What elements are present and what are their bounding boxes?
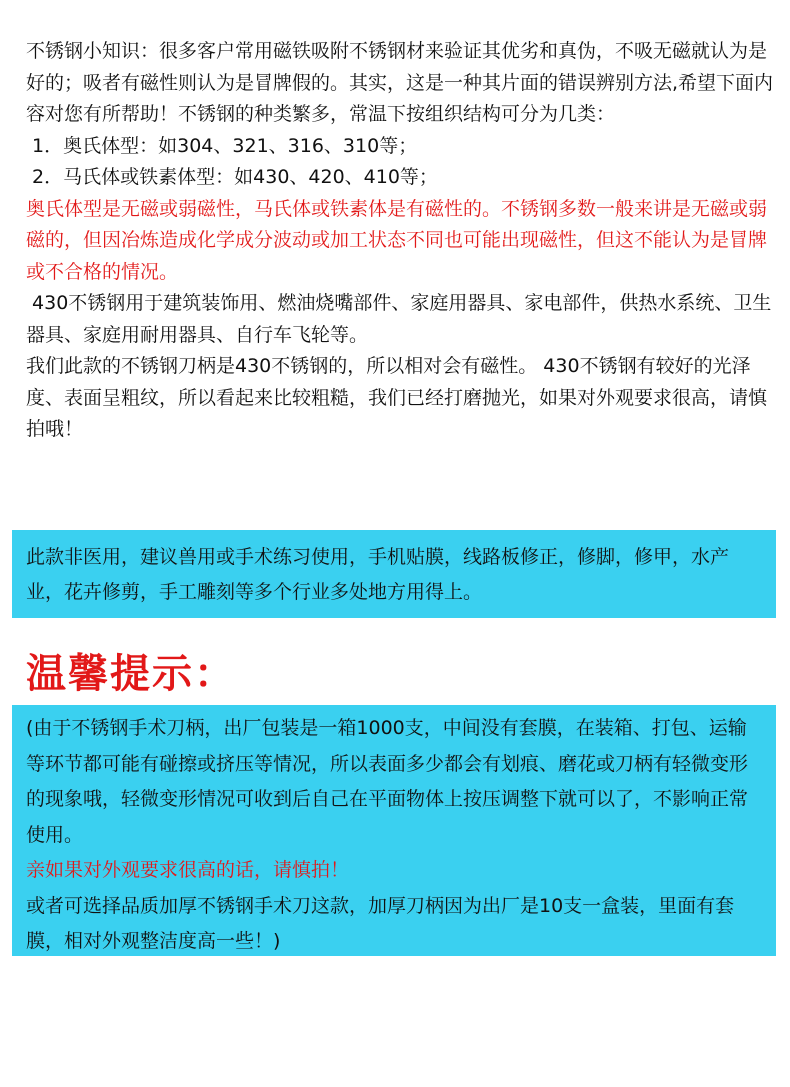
intro-paragraph-knowledge: 不锈钢小知识：很多客户常用磁铁吸附不锈钢材来验证其优劣和真伪，不吸无磁就认为是好的；吸者有磁性则认为是冒牌假的。其实，这是一种其片面的错误辨别方法,希望下面内容对您有所帮助！不锈钢的种类繁多，常温下按组织结构可分为几类： — [26, 40, 774, 125]
tips-alternative: 或者可选择品质加厚不锈钢手术刀这款，加厚刀柄因为出厂是10支一盒装，里面有套膜，相对外观整洁度高一些！) — [26, 894, 735, 952]
intro-section — [26, 36, 774, 446]
usage-text: 此款非医用，建议兽用或手术练习使用，手机贴膜，线路板修正，修脚，修甲，水产业，花卉修剪，手工雕刻等多个行业多处地方用得上。 — [26, 546, 730, 603]
intro-item-austenitic: 1．奥氏体型：如304、321、316、310等； — [26, 134, 418, 157]
tips-packaging-note: (由于不锈钢手术刀柄，出厂包装是一箱1000支，中间没有套膜，在装箱、打包、运输等环节都可能有碰擦或挤压等情况，所以表面多少都会有划痕、磨花或刀柄有轻微变形的现象哦，轻微变形情况可收到后自己在平面物体上按压调整下就可以了，不影响正常使用。 — [26, 717, 749, 846]
tips-warning: 亲如果对外观要求很高的话，请慎拍！ — [26, 859, 350, 881]
intro-magnetism-note: 奥氏体型是无磁或弱磁性，马氏体或铁素体是有磁性的。不锈钢多数一般来讲是无磁或弱磁的，但因冶炼造成化学成分波动或加工状态不同也可能出现磁性，但这不能认为是冒牌或不合格的情况。 — [26, 197, 768, 283]
tips-box — [12, 705, 776, 956]
intro-430-usage: 430不锈钢用于建筑装饰用、燃油烧嘴部件、家庭用器具、家电部件，供热水系统、卫生器具、家庭用耐用器具、自行车飞轮等。 — [26, 292, 772, 346]
intro-product-note: 我们此款的不锈钢刀柄是430不锈钢的，所以相对会有磁性。 430不锈钢有较好的光泽度、表面呈粗纹，所以看起来比较粗糙，我们已经打磨抛光，如果对外观要求很高，请慎拍哦！ — [26, 355, 768, 440]
usage-box — [12, 530, 776, 618]
tips-title: 温馨提示： — [26, 651, 236, 697]
intro-item-martensitic: 2．马氏体或铁素体型：如430、420、410等； — [26, 166, 438, 188]
